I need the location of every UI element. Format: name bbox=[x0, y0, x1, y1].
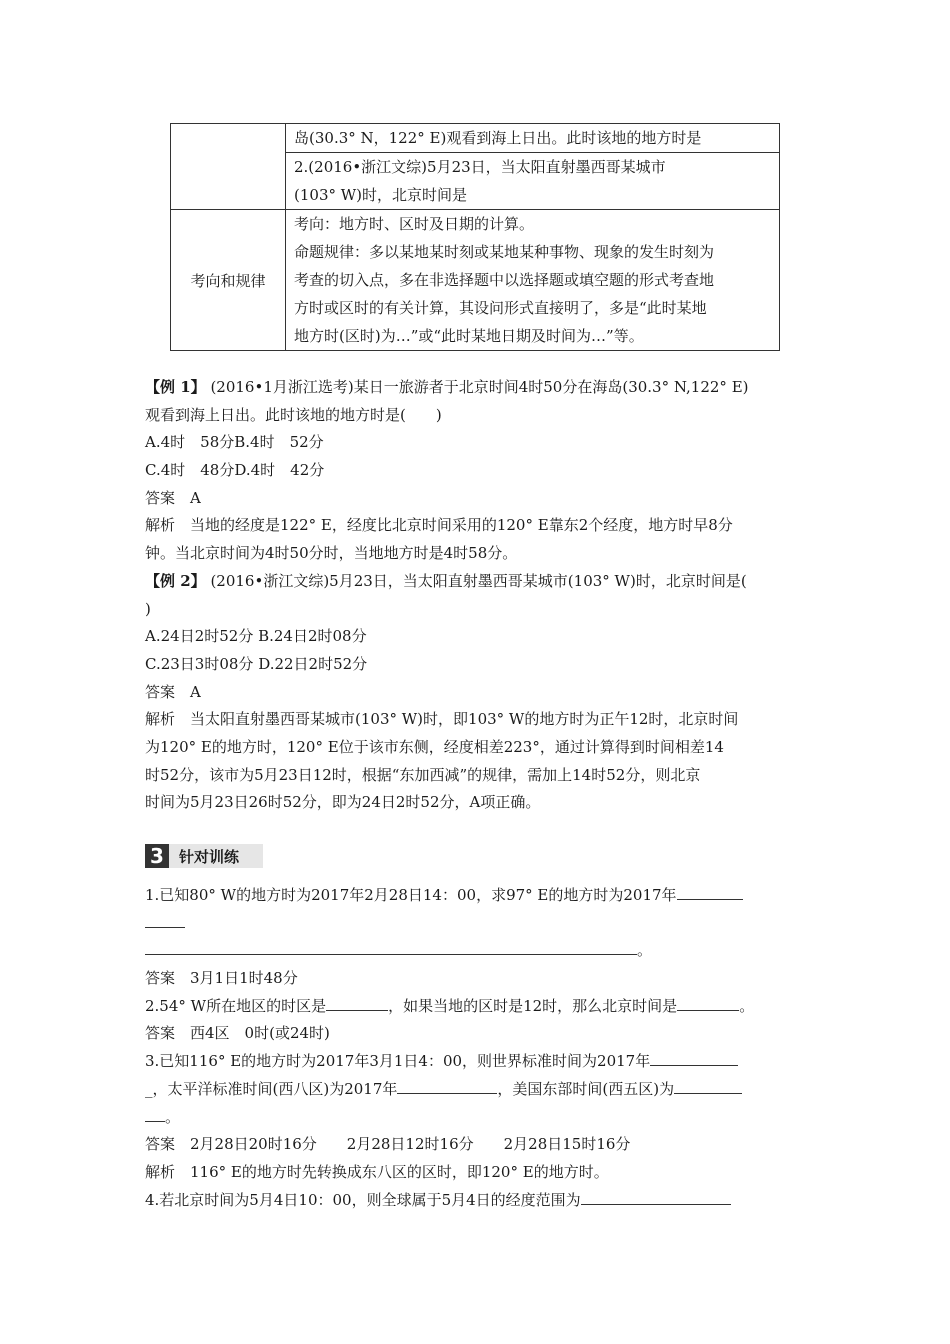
question-text: 3.已知116° E的地方时为2017年3月1日4：00，则世界标准时间为2017年 bbox=[145, 1052, 651, 1071]
question-text: ，如果当地的区时是12时，那么北京时间是 bbox=[388, 996, 678, 1015]
answer-blank[interactable] bbox=[397, 1077, 497, 1094]
answer: 答案 西4区 0时(或24时) bbox=[145, 1024, 330, 1043]
punctuation: 。 bbox=[739, 996, 755, 1015]
analysis: 为120° E的地方时，120° E位于该市东侧，经度相差223°，通过计算得到时间相差14 bbox=[145, 737, 724, 756]
table-text: 2.(2016•浙江文综)5月23日，当太阳直射墨西哥某城市 bbox=[294, 158, 666, 176]
table-text: 方时或区时的有关计算，其设问形式直接明了，多是“此时某地 bbox=[294, 299, 707, 317]
example-text: (2016•浙江文综)5月23日，当太阳直射墨西哥某城市(103° W)时，北京时间是( bbox=[205, 571, 747, 590]
answer: 答案 A bbox=[145, 488, 201, 507]
answer: 答案 A bbox=[145, 682, 201, 701]
options: C.4时 48分D.4时 42分 bbox=[145, 461, 325, 480]
answer: 答案 3月1日1时48分 bbox=[145, 969, 298, 988]
options: C.23日3时08分 D.22日2时52分 bbox=[145, 654, 368, 673]
section-number: 3 bbox=[145, 844, 169, 868]
example-text: (2016•1月浙江选考)某日一旅游者于北京时间4时50分在海岛(30.3° N,122° E) bbox=[205, 378, 749, 396]
question-text: 4.若北京时间为5月4日10：00，则全球属于5月4日的经度范围为 bbox=[145, 1190, 581, 1209]
analysis: 时间为5月23日26时52分，即为24日2时52分，A项正确。 bbox=[145, 793, 541, 812]
table-text: 命题规律：多以某地某时刻或某地某种事物、现象的发生时刻为 bbox=[294, 243, 715, 261]
table-cell bbox=[286, 124, 780, 153]
answer: 答案 2月28日20时16分 2月28日12时16分 2月28日15时16分 bbox=[145, 1135, 631, 1154]
answer-blank[interactable] bbox=[145, 938, 637, 955]
question-text: 1.已知80° W的地方时为2017年2月28日14：00，求97° E的地方时为2017年 bbox=[145, 886, 677, 904]
table-blank-cell bbox=[171, 124, 286, 210]
answer-blank[interactable] bbox=[145, 911, 185, 928]
question-text: ，美国东部时间(西五区)为 bbox=[497, 1079, 675, 1098]
answer-blank[interactable] bbox=[650, 1049, 738, 1066]
example-text: ) bbox=[145, 599, 151, 618]
example-tag: 【例 1】 bbox=[145, 378, 206, 396]
exercises bbox=[145, 882, 810, 1214]
table-label: 考向和规律 bbox=[171, 210, 286, 351]
example-1 bbox=[145, 374, 810, 817]
table-text: 岛(30.3° N，122° E)观看到海上日出。此时该地的地方时是 bbox=[294, 129, 702, 147]
section-title: 针对训练 bbox=[179, 847, 240, 866]
table-text: 考向：地方时、区时及日期的计算。 bbox=[294, 215, 535, 233]
answer-blank[interactable] bbox=[674, 1077, 742, 1094]
table-cell bbox=[286, 153, 780, 210]
punctuation: 。 bbox=[165, 1107, 181, 1126]
answer-blank[interactable] bbox=[677, 994, 739, 1011]
table-text: (103° W)时，北京时间是 bbox=[294, 186, 468, 204]
analysis: 解析 当太阳直射墨西哥某城市(103° W)时，即103° W的地方时为正午12时，北京时间 bbox=[145, 710, 739, 729]
analysis: 解析 116° E的地方时先转换成东八区的区时，即120° E的地方时。 bbox=[145, 1162, 609, 1181]
section-heading bbox=[145, 844, 263, 868]
example-text: 观看到海上日出。此时该地的地方时是( ) bbox=[145, 405, 442, 424]
question-text: 2.54° W所在地区的时区是 bbox=[145, 996, 327, 1015]
answer-blank[interactable] bbox=[145, 1105, 165, 1122]
topic-table bbox=[170, 123, 780, 351]
table-text: 考查的切入点，多在非选择题中以选择题或填空题的形式考查地 bbox=[294, 271, 715, 289]
punctuation: 。 bbox=[637, 941, 653, 960]
table-cell bbox=[286, 210, 780, 351]
analysis: 解析 当地的经度是122° E，经度比北京时间采用的120° E靠东2个经度，地方时早8分 bbox=[145, 516, 733, 535]
answer-blank[interactable] bbox=[581, 1188, 731, 1205]
analysis: 钟。当北京时间为4时50分时，当地地方时是4时58分。 bbox=[145, 544, 518, 563]
analysis: 时52分，该市为5月23日12时，根据“东加西减”的规律，需加上14时52分，则北京 bbox=[145, 765, 701, 784]
table-text: 地方时(区时)为…”或“此时某地日期及时间为…”等。 bbox=[294, 327, 644, 345]
options: A.4时 58分B.4时 52分 bbox=[145, 433, 324, 452]
options: A.24日2时52分 B.24日2时08分 bbox=[145, 627, 367, 646]
answer-blank[interactable] bbox=[677, 883, 743, 900]
question-text: _，太平洋标准时间(西八区)为2017年 bbox=[145, 1079, 398, 1098]
example-tag: 【例 2】 bbox=[145, 571, 206, 590]
answer-blank[interactable] bbox=[326, 994, 388, 1011]
